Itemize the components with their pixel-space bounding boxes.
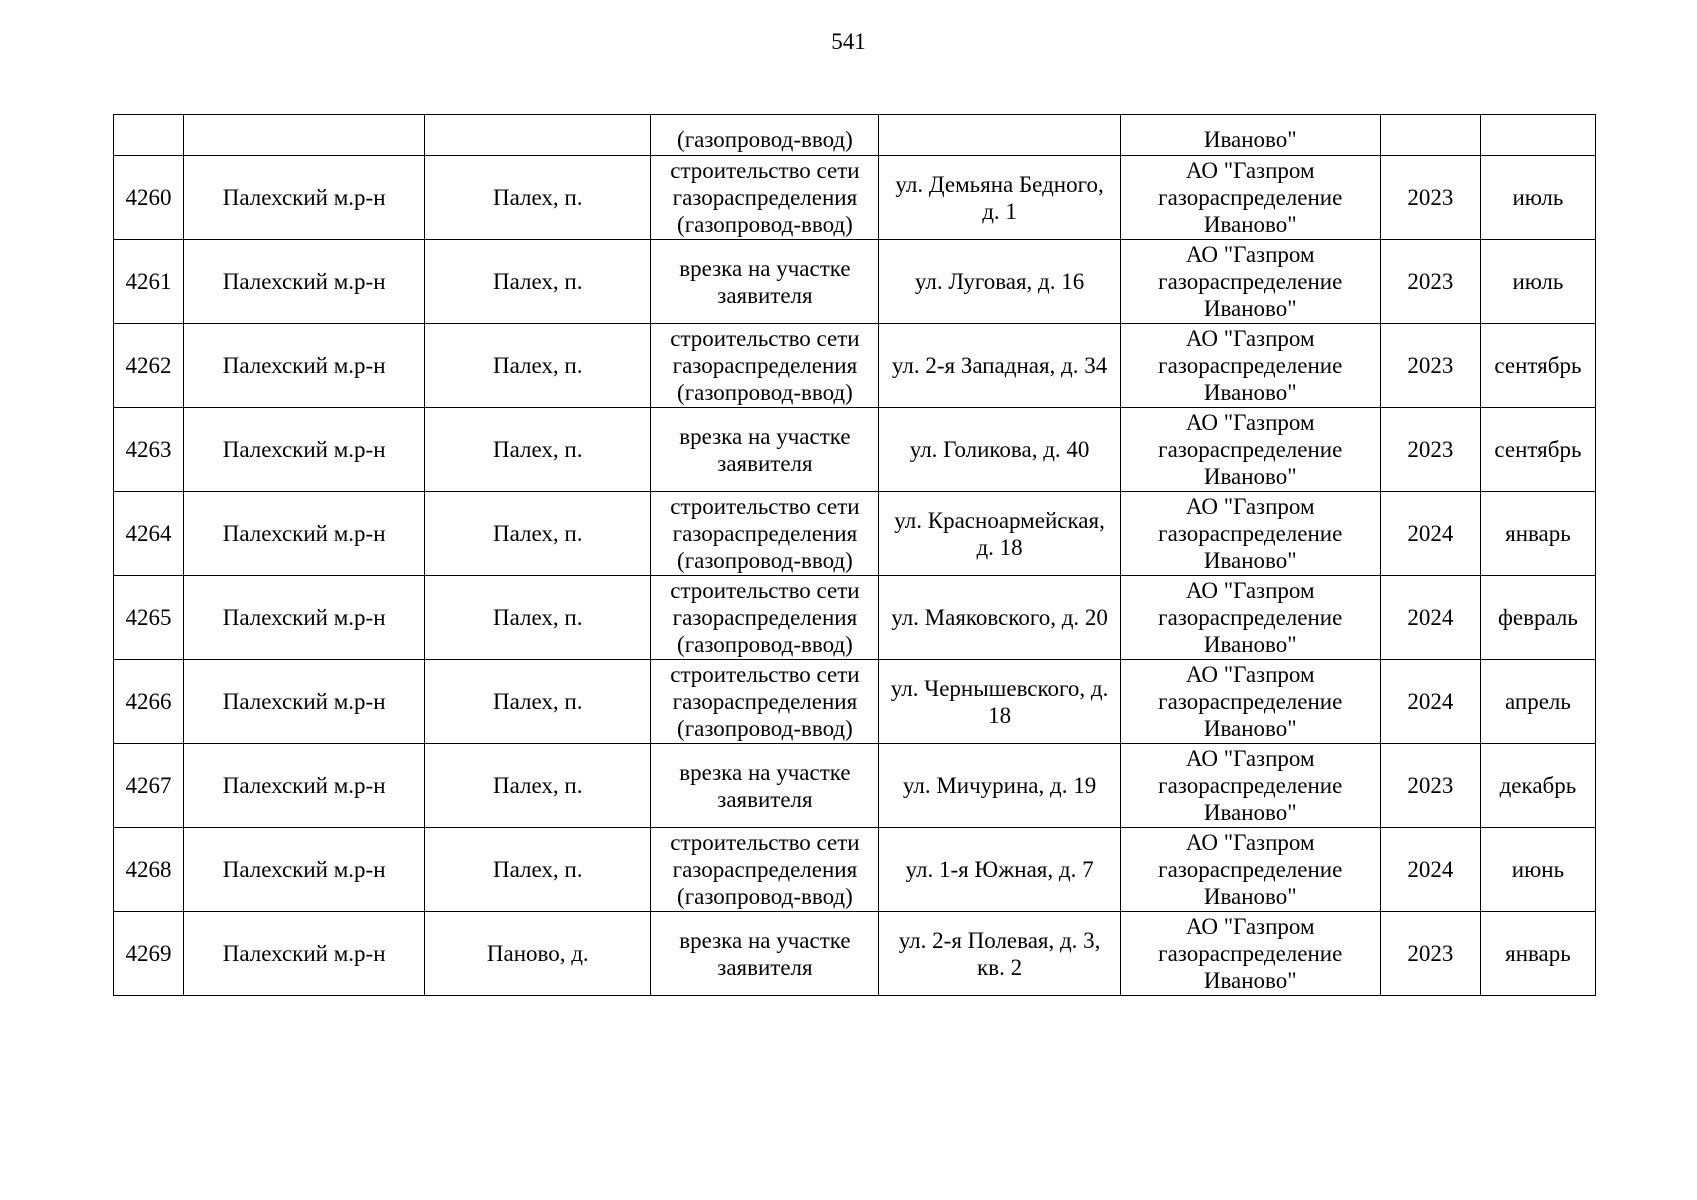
cell-organization: АО "Газпром газораспределение Иваново" xyxy=(1120,492,1380,576)
cell-settlement: Палех, п. xyxy=(425,744,651,828)
cell-year: 2023 xyxy=(1380,912,1480,996)
cell-year: 2024 xyxy=(1380,660,1480,744)
cell-district xyxy=(184,115,425,156)
cell-organization: АО "Газпром газораспределение Иваново" xyxy=(1120,828,1380,912)
cell-district: Палехский м.р-н xyxy=(184,492,425,576)
cell-work-type: врезка на участке заявителя xyxy=(651,912,879,996)
cell-settlement: Палех, п. xyxy=(425,324,651,408)
cell-work-type: строительство сети газораспределения (газопровод-ввод) xyxy=(651,492,879,576)
cell-year: 2023 xyxy=(1380,744,1480,828)
cell-address: ул. 2-я Западная, д. 34 xyxy=(879,324,1120,408)
cell-work-type: строительство сети газораспределения (газопровод-ввод) xyxy=(651,576,879,660)
cell-month: сентябрь xyxy=(1480,408,1595,492)
cell-month: июль xyxy=(1480,156,1595,240)
cell-number: 4268 xyxy=(114,828,184,912)
cell-address: ул. Красноармейская, д. 18 xyxy=(879,492,1120,576)
cell-address: ул. Луговая, д. 16 xyxy=(879,240,1120,324)
cell-number: 4260 xyxy=(114,156,184,240)
cell-district: Палехский м.р-н xyxy=(184,576,425,660)
cell-address: ул. Чернышевского, д. 18 xyxy=(879,660,1120,744)
cell-month: декабрь xyxy=(1480,744,1595,828)
cell-month: апрель xyxy=(1480,660,1595,744)
cell-settlement: Палех, п. xyxy=(425,408,651,492)
cell-number: 4267 xyxy=(114,744,184,828)
table-row xyxy=(114,828,1596,912)
cell-year: 2023 xyxy=(1380,408,1480,492)
cell-settlement: Палех, п. xyxy=(425,492,651,576)
cell-district: Палехский м.р-н xyxy=(184,324,425,408)
cell-year: 2024 xyxy=(1380,576,1480,660)
cell-organization: АО "Газпром газораспределение Иваново" xyxy=(1120,744,1380,828)
cell-settlement: Палех, п. xyxy=(425,828,651,912)
cell-number: 4266 xyxy=(114,660,184,744)
cell-month: январь xyxy=(1480,912,1595,996)
table-row xyxy=(114,492,1596,576)
work-schedule-table xyxy=(113,114,1596,996)
cell-work-type: врезка на участке заявителя xyxy=(651,240,879,324)
cell-number: 4262 xyxy=(114,324,184,408)
cell-address: ул. Мичурина, д. 19 xyxy=(879,744,1120,828)
cell-organization: АО "Газпром газораспределение Иваново" xyxy=(1120,576,1380,660)
cell-month: февраль xyxy=(1480,576,1595,660)
table-row xyxy=(114,576,1596,660)
cell-number: 4264 xyxy=(114,492,184,576)
cell-year: 2023 xyxy=(1380,324,1480,408)
table-row xyxy=(114,744,1596,828)
cell-organization: АО "Газпром газораспределение Иваново" xyxy=(1120,408,1380,492)
table-row xyxy=(114,156,1596,240)
cell-settlement: Палех, п. xyxy=(425,240,651,324)
cell-address xyxy=(879,115,1120,156)
cell-month: июль xyxy=(1480,240,1595,324)
cell-address: ул. 1-я Южная, д. 7 xyxy=(879,828,1120,912)
cell-address: ул. Маяковского, д. 20 xyxy=(879,576,1120,660)
cell-number: 4269 xyxy=(114,912,184,996)
cell-organization: АО "Газпром газораспределение Иваново" xyxy=(1120,324,1380,408)
cell-organization: АО "Газпром газораспределение Иваново" xyxy=(1120,156,1380,240)
cell-work-type: строительство сети газораспределения (газопровод-ввод) xyxy=(651,828,879,912)
cell-district: Палехский м.р-н xyxy=(184,912,425,996)
cell-number: 4263 xyxy=(114,408,184,492)
cell-address: ул. Демьяна Бедного, д. 1 xyxy=(879,156,1120,240)
cell-district: Палехский м.р-н xyxy=(184,240,425,324)
cell-work-type: строительство сети газораспределения (газопровод-ввод) xyxy=(651,156,879,240)
cell-work-type: строительство сети газораспределения (газопровод-ввод) xyxy=(651,660,879,744)
cell-organization: АО "Газпром газораспределение Иваново" xyxy=(1120,660,1380,744)
table-row xyxy=(114,324,1596,408)
cell-district: Палехский м.р-н xyxy=(184,408,425,492)
cell-district: Палехский м.р-н xyxy=(184,660,425,744)
cell-address: ул. Голикова, д. 40 xyxy=(879,408,1120,492)
table-row xyxy=(114,240,1596,324)
cell-settlement xyxy=(425,115,651,156)
table-row xyxy=(114,408,1596,492)
page-number: 541 xyxy=(831,29,866,54)
table-row xyxy=(114,660,1596,744)
cell-year: 2024 xyxy=(1380,828,1480,912)
cell-year: 2023 xyxy=(1380,240,1480,324)
cell-year: 2024 xyxy=(1380,492,1480,576)
table-row-continued xyxy=(114,115,1596,156)
cell-month: июнь xyxy=(1480,828,1595,912)
cell-number: 4261 xyxy=(114,240,184,324)
cell-work-type: строительство сети газораспределения (газопровод-ввод) xyxy=(651,324,879,408)
cell-settlement: Палех, п. xyxy=(425,660,651,744)
cell-month: январь xyxy=(1480,492,1595,576)
cell-settlement: Палех, п. xyxy=(425,576,651,660)
cell-work-type: врезка на участке заявителя xyxy=(651,408,879,492)
table-row xyxy=(114,912,1596,996)
cell-district: Палехский м.р-н xyxy=(184,828,425,912)
cell-organization: АО "Газпром газораспределение Иваново" xyxy=(1120,240,1380,324)
cell-settlement: Палех, п. xyxy=(425,156,651,240)
cell-work-type: (газопровод-ввод) xyxy=(651,115,879,156)
cell-number: 4265 xyxy=(114,576,184,660)
cell-address: ул. 2-я Полевая, д. 3, кв. 2 xyxy=(879,912,1120,996)
cell-year: 2023 xyxy=(1380,156,1480,240)
cell-organization: АО "Газпром газораспределение Иваново" xyxy=(1120,912,1380,996)
cell-month xyxy=(1480,115,1595,156)
cell-district: Палехский м.р-н xyxy=(184,156,425,240)
cell-month: сентябрь xyxy=(1480,324,1595,408)
cell-settlement: Паново, д. xyxy=(425,912,651,996)
cell-work-type: врезка на участке заявителя xyxy=(651,744,879,828)
cell-organization: Иваново" xyxy=(1120,115,1380,156)
cell-district: Палехский м.р-н xyxy=(184,744,425,828)
cell-year xyxy=(1380,115,1480,156)
cell-number xyxy=(114,115,184,156)
